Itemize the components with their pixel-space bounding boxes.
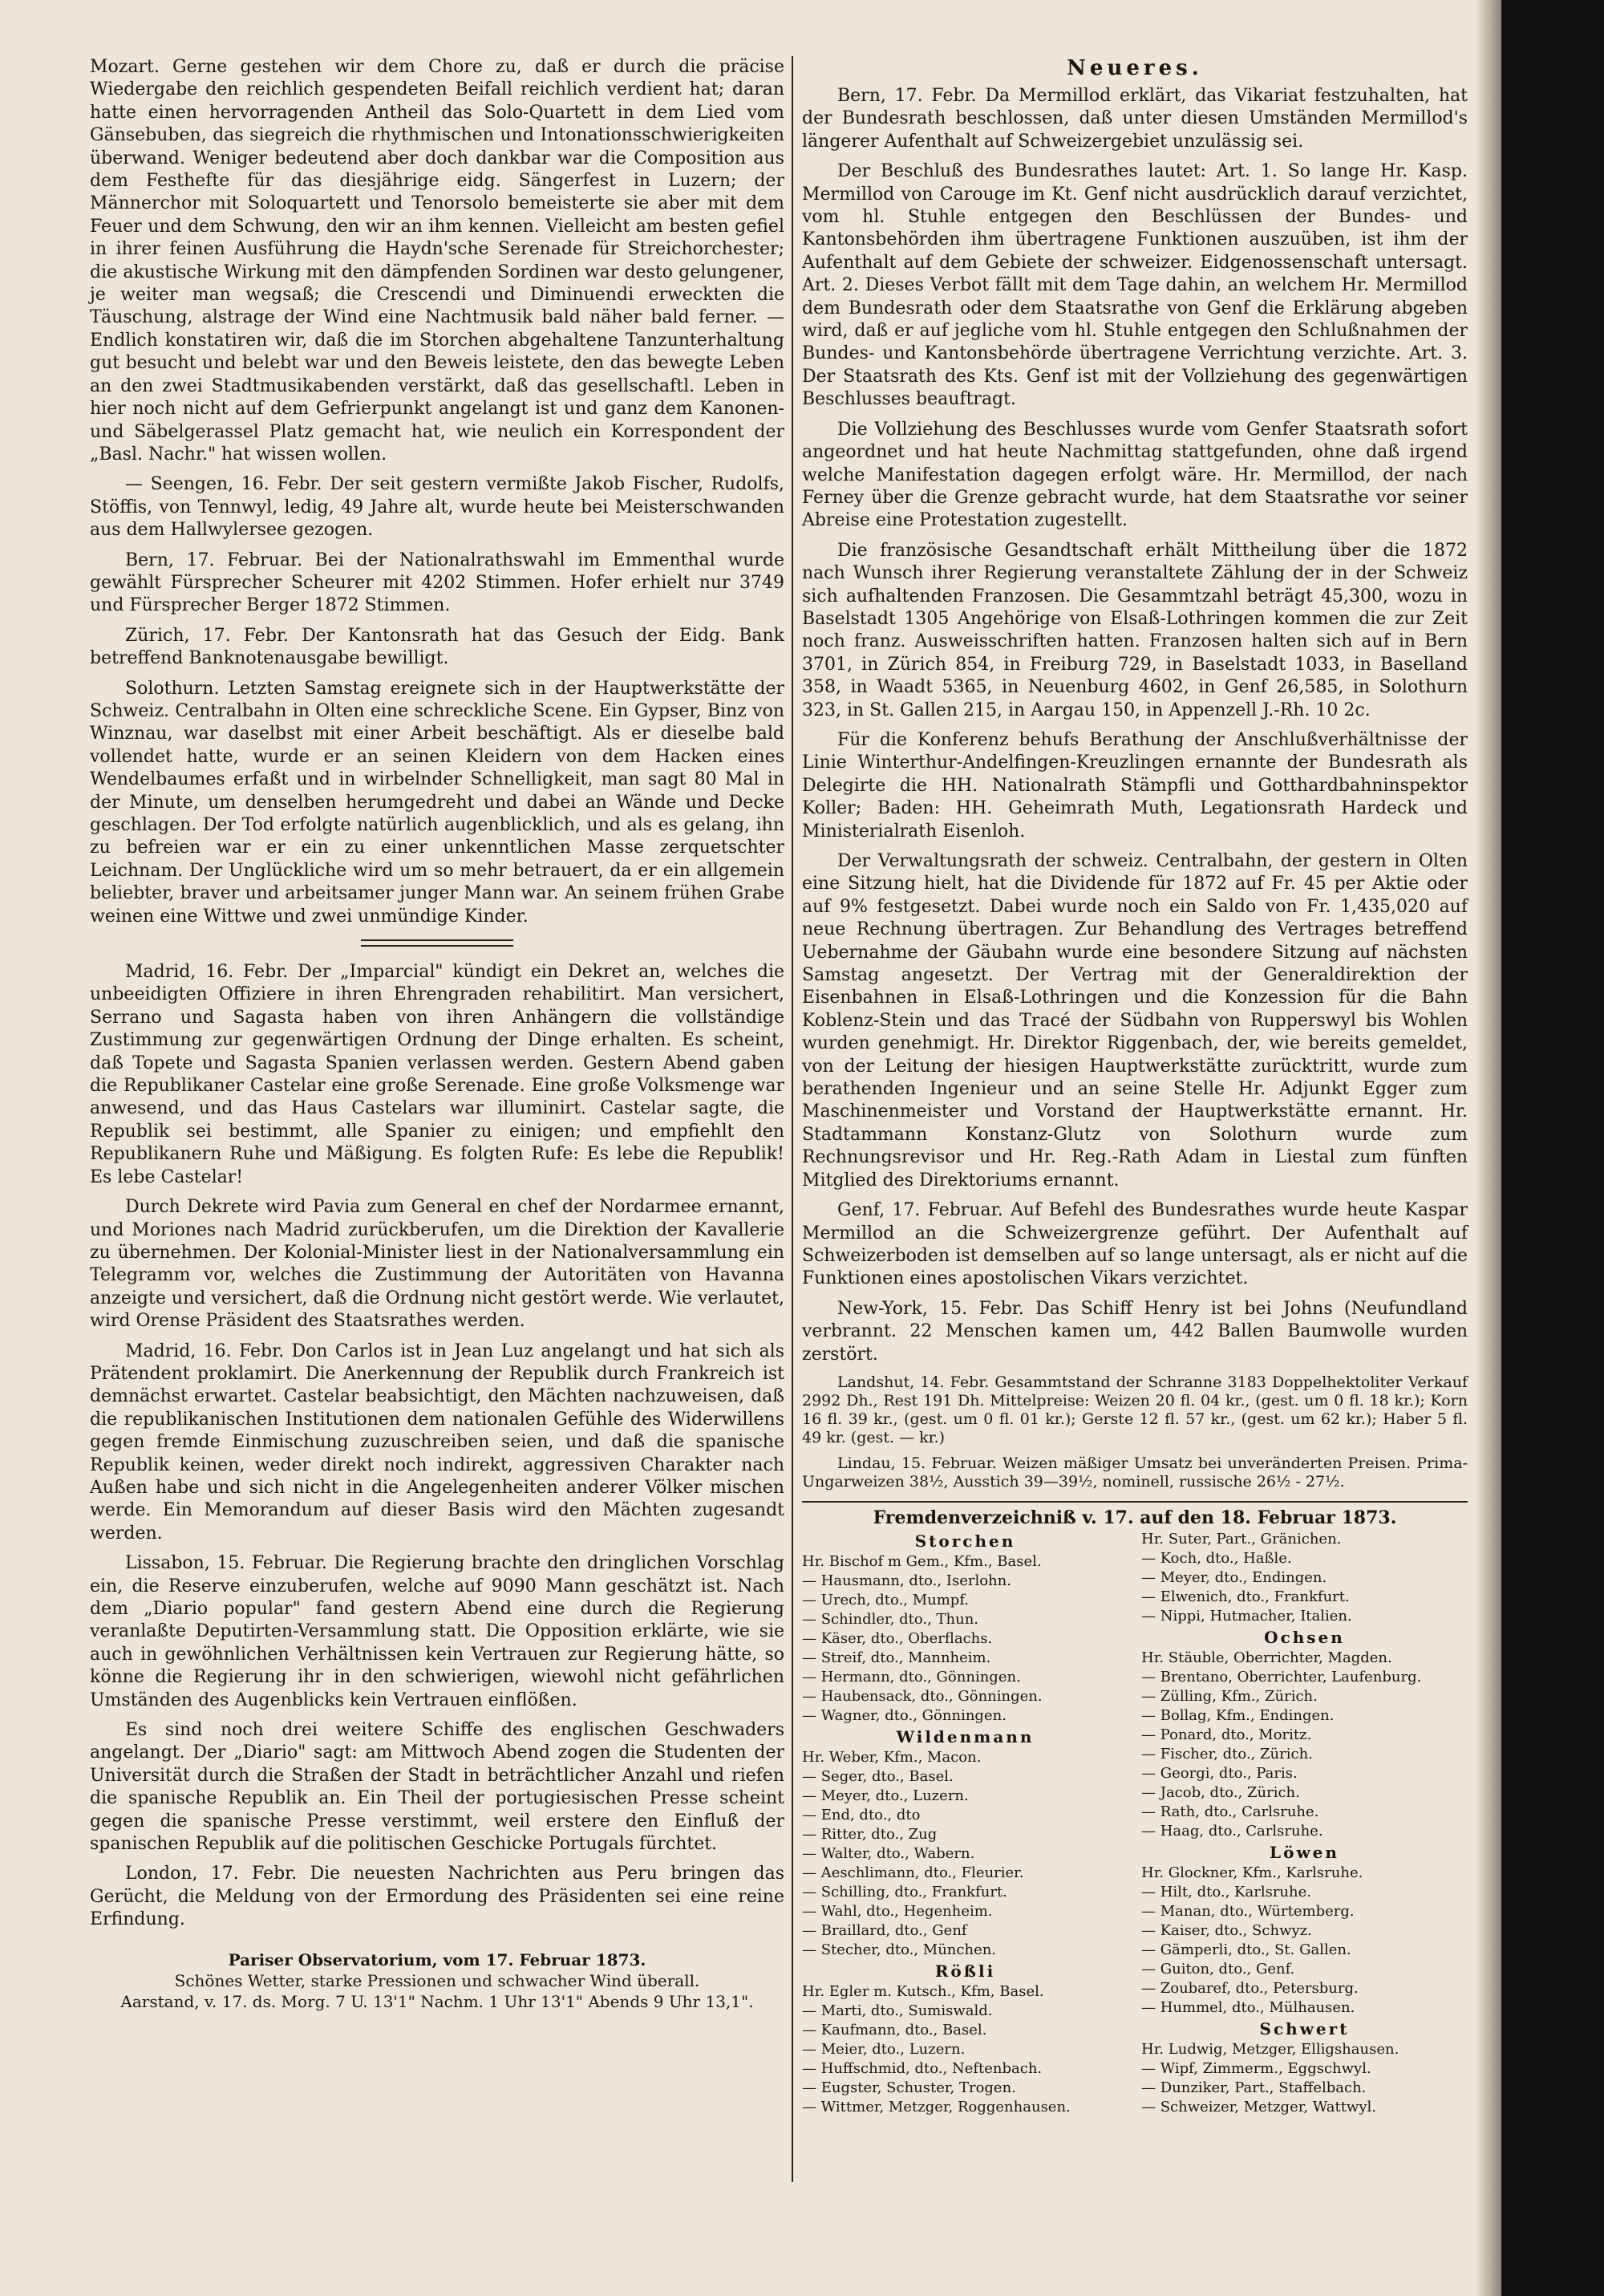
observatory-report xyxy=(90,1949,784,2012)
guest-entry: — Zülling, Kfm., Zürich. xyxy=(1141,1687,1318,1705)
guest-entry: — Aeschlimann, dto., Fleurier. xyxy=(802,1864,1024,1881)
section-heading-neueres: Neueres. xyxy=(1067,56,1203,80)
hotel-heading: Storchen xyxy=(914,1531,1016,1551)
article-konferenz: Für die Konferenz behufs Berathung der Anschlußverhältnisse der Linie Winterthur-Andelfingen-Kreuzlingen ernannte der Bundesrath als Delegirte die HH. Nationalrath Stämpfli und Gotthardbahninspektor Koller; Baden: HH. Geheimrath Muth, Legationsrath Hardeck und Ministerialrath Eisenloh. xyxy=(802,729,1468,842)
guest-entry: — Hausmann, dto., Iserlohn. xyxy=(802,1572,1011,1589)
article-franzosen: Die französische Gesandtschaft erhält Mittheilung über die 1872 nach Wunsch ihrer Regierung veranstaltete Zählung der in der Schweiz sich aufhaltenden Franzosen. Die Gesammtzahl beträgt 45,300, wozu in Baselstadt 1305 Angehörige von Elsaß-Lothringen kommen die zur Zeit noch franz. Ausweisschriften hatten. Franzosen halten sich auf in Bern 3701, in Zürich 854, in Freiburg 729, in Baselstadt 1033, in Baselland 358, in Waadt 5365, in Neuenburg 4602, in Genf 26,585, in Solothurn 323, in St. Gallen 215, in Aargau 150, in Appenzell J.-Rh. 10 2c. xyxy=(802,540,1468,720)
guest-entry: — Wipf, Zimmerm., Eggschwyl. xyxy=(1141,2059,1371,2077)
market-landshut: Landshut, 14. Febr. Gesammtstand der Schranne 3183 Doppelhektoliter Verkauf 2992 Dh., Rest 191 Dh. Mittelpreise: Weizen 20 fl. 04 kr., (gest. um 0 fl. 18 kr.); Korn 16 fl. 39 kr., (gest. um 0 fl. 01 kr.); Gerste 12 fl. 57 kr., (gest. um 62 kr.); Haber 5 fl. 49 kr. (gest. — kr.) xyxy=(802,1373,1468,1446)
guest-entry: — Hilt, dto., Karlsruhe. xyxy=(1141,1883,1311,1900)
article-vollziehung: Die Vollziehung des Beschlusses wurde vom Genfer Staatsrath sofort angeordnet und hat heute Nachmittag stattgefunden, ohne daß irgend welche Manifestation dagegen erfolgt wäre. Hr. Mermillod, der nach Ferney über die Grenze gebracht wurde, hat dem Staatsrathe vor seiner Abreise eine Protestation zugestellt. xyxy=(802,419,1468,531)
guest-entry: — Haag, dto., Carlsruhe. xyxy=(1141,1822,1323,1840)
guest-entry: — Guiton, dto., Genf. xyxy=(1141,1960,1295,1978)
guest-entry: Hr. Glockner, Kfm., Karlsruhe. xyxy=(1141,1864,1363,1881)
guest-entry: — Huffschmid, dto., Neftenbach. xyxy=(802,2059,1043,2077)
hotel-heading: Rößli xyxy=(934,1961,996,1981)
scan-border xyxy=(1501,0,1604,2296)
guest-entry: Hr. Stäuble, Oberrichter, Magden. xyxy=(1141,1649,1392,1666)
guest-entry: — Wagner, dto., Gönningen. xyxy=(802,1706,1007,1724)
guest-entry: Hr. Ludwig, Metzger, Elligshausen. xyxy=(1141,2040,1399,2058)
article-seengen: — Seengen, 16. Febr. Der seit gestern vermißte Jakob Fischer, Rudolfs, Stöffis, von Tennwyl, ledig, 49 Jahre alt, wurde heute bei Meisterschwanden aus dem Hallwylersee gezogen. xyxy=(90,474,784,541)
guest-entry: — End, dto., dto xyxy=(802,1806,921,1823)
article-madrid-2: Madrid, 16. Febr. Don Carlos ist in Jean Luz angelangt und hat sich als Prätendent proklamirt. Die Anerkennung der Republik durch Frankreich ist demnächst erwartet. Castelar beabsichtigt, den Mächten nachzuweisen, daß die republikanischen Institutionen dem nationalen Gefühle des Widerwillens gegen fremde Einmischung zuzuschreiben seien, und daß die spanische Republik keinen, weder direkt noch indirekt, aggressiven Charakter nach Außen habe und sich nicht in die Angelegenheiten anderer Völker mischen werde. Ein Memorandum auf dieser Basis wird den Mächten zugesandt werden. xyxy=(90,1341,784,1544)
guest-entry: — Brentano, Oberrichter, Laufenburg. xyxy=(1141,1668,1422,1685)
guest-entry: — Haubensack, dto., Gönningen. xyxy=(802,1687,1043,1705)
market-reports xyxy=(802,1373,1468,1491)
guest-entry: — Dunziker, Part., Staffelbach. xyxy=(1141,2079,1367,2096)
guest-entry: — Braillard, dto., Genf xyxy=(802,1921,967,1939)
hotel-heading: Wildenmann xyxy=(896,1726,1035,1746)
aarstand-line: Aarstand, v. 17. ds. Morg. 7 U. 13'1" Nachm. 1 Uhr 13'1" Abends 9 Uhr 13,1". xyxy=(120,1991,754,2011)
guest-entry: — Gämperli, dto., St. Gallen. xyxy=(1141,1941,1351,1958)
article-zuerich: Zürich, 17. Febr. Der Kantonsrath hat das Gesuch der Eidg. Bank betreffend Banknotenausgabe bewilligt. xyxy=(90,625,784,669)
article-bern-election: Bern, 17. Februar. Bei der Nationalrathswahl im Emmenthal wurde gewählt Fürsprecher Scheurer mit 4202 Stimmen. Hofer erhielt nur 3749 und Fürsprecher Berger 1872 Stimmen. xyxy=(90,550,784,616)
guest-entry: — Meier, dto., Luzern. xyxy=(802,2040,966,2058)
article-mozart: Mozart. Gerne gestehen wir dem Chore zu, daß er durch die präcise Wiedergabe den reichlich gespendeten Beifall reichlich verdient hat; daran hatte einen hervorragenden Antheil das Solo-Quartett in dem Lied vom Gänsebuben, das siegreich die rhythmischen und Intonationsschwierigkeiten überwand. Weniger bedeutend aber doch dankbar war die Composition aus dem Festhefte für das diesjährige eidg. Sängerfest in Luzern; der Männerchor mit Soloquartett und Tenorsolo bemeisterte sie aber mit dem Feuer und dem Schwung, den wir an ihm kennen. Vielleicht am besten gefiel in ihrer feinen Ausführung die Haydn'sche Serenade für Streichorchester; die akustische Wirkung mit den dämpfenden Sordinen war desto gelungener, je weiter man wegsaß; die Crescendi und Diminuendi erweckten die Täuschung, alstrage der Wind eine Nachtmusik bald näher bald ferner. — Endlich konstatiren wir, daß die im Storchen abgehaltene Tanzunterhaltung gut besucht und belebt war und den Beweis leistete, den das bewegte Leben an den zwei Stadtmusikabenden verstärkt, daß das gesellschaftl. Leben in hier noch nicht auf dem Gefrierpunkt angelangt ist und ganz dem Kanonen- und Säbelgerassel Platz gemacht hat, wie neulich ein Korrespondent der „Basl. Nachr." hat wissen wollen. xyxy=(90,57,784,464)
section-divider xyxy=(361,939,513,947)
observatory-weather: Schönes Wetter, starke Pressionen und schwacher Wind überall. xyxy=(174,1970,700,1990)
guest-entry: — Schweizer, Metzger, Wattwyl. xyxy=(1141,2098,1376,2115)
article-solothurn: Solothurn. Letzten Samstag ereignete sich in der Hauptwerkstätte der Schweiz. Centralbahn in Olten eine schreckliche Scene. Ein Gypser, Binz von Winznau, war daselbst mit einer Arbeit beschäftigt. Als er dieselbe bald vollendet hatte, wurde er an seinen Kleidern von dem Hacken eines Wendelbaumes erfaßt und in wirbelnder Schnelligkeit, man sagt 80 Mal in der Minute, um denselben herumgedreht und dabei an Wände und Decke geschlagen. Der Tod erfolgte natürlich augenblicklich, und als es gelang, ihn zu befreien war er ein zu einer unkenntlichen Masse zerquetschter Leichnam. Der Unglückliche wird um so mehr betrauert, da er ein allgemein beliebter, braver und arbeitsamer junger Mann war. An seinem frühen Grabe weinen eine Wittwe und zwei unmündige Kinder. xyxy=(90,678,784,927)
guest-entry: — Schindler, dto., Thun. xyxy=(802,1610,979,1628)
right-column xyxy=(802,56,1468,2117)
guest-entry: — Rath, dto., Carlsruhe. xyxy=(1141,1803,1319,1820)
article-bern-mermillod: Bern, 17. Febr. Da Mermillod erklärt, das Vikariat festzuhalten, hat der Bundesrath beschlossen, daß unter diesen Umständen Mermillod's längerer Aufenthalt auf Schweizergebiet unzulässig sei. xyxy=(802,86,1468,152)
guest-entry: — Walter, dto., Wabern. xyxy=(802,1844,975,1862)
guest-entry: — Hermann, dto., Gönningen. xyxy=(802,1668,1021,1685)
guest-entry: — Bollag, Kfm., Endingen. xyxy=(1141,1706,1335,1724)
guest-entry: — Wittmer, Metzger, Roggenhausen. xyxy=(802,2098,1071,2115)
article-genf: Genf, 17. Februar. Auf Befehl des Bundesrathes wurde heute Kaspar Mermillod an die Schweizergrenze geführt. Der Aufenthalt auf Schweizerboden ist demselben auf so lange untersagt, als er nicht auf die Funktionen eines apostolischen Vikars verzichtet. xyxy=(802,1200,1468,1289)
guest-entry: — Seger, dto., Basel. xyxy=(802,1767,954,1785)
guest-entry: — Georgi, dto., Paris. xyxy=(1141,1764,1298,1782)
article-madrid-1-cont: Durch Dekrete wird Pavia zum General en chef der Nordarmee ernannt, und Moriones nach Madrid zurückberufen, um die Direktion der Kavallerie zu übernehmen. Der Kolonial-Minister liest in der Nationalversammlung ein Telegramm vor, welches die Zustimmung der Autoritäten von Havanna anzeigte und versichert, daß die Ordnung nicht gestört werde. Wie verlautet, wird Orense Präsident des Staatsrathes werden. xyxy=(90,1197,784,1332)
hotel-heading: Ochsen xyxy=(1264,1627,1345,1647)
guest-entry: — Koch, dto., Haßle. xyxy=(1141,1549,1292,1567)
guest-entry: Hr. Suter, Part., Gränichen. xyxy=(1141,1530,1342,1548)
observatory-heading: Pariser Observatorium, vom 17. Februar 1873. xyxy=(228,1949,646,1969)
guest-entry: — Jacob, dto., Zürich. xyxy=(1141,1783,1300,1801)
guest-entry: — Urech, dto., Mumpf. xyxy=(802,1591,970,1608)
guest-entry: — Nippi, Hutmacher, Italien. xyxy=(1141,1607,1352,1625)
guest-entry: — Schilling, dto., Frankfurt. xyxy=(802,1883,1007,1900)
page-edge-shadow xyxy=(1476,0,1501,2296)
guest-entry: — Eugster, Schuster, Trogen. xyxy=(802,2079,1016,2096)
guest-entry: — Manan, dto., Würtemberg. xyxy=(1141,1902,1355,1920)
column-rule xyxy=(792,56,793,2182)
article-madrid-1: Madrid, 16. Febr. Der „Imparcial" kündigt ein Dekret an, welches die unbeeidigten Offiziere in ihren Ehrengraden rehabilitirt. Man versichert, Serrano und Sagasta haben von ihren Anhängern die vollständige Zustimmung zur gegenwärtigen Ordnung der Dinge erhalten. Es scheint, daß Topete und Sagasta Spanien verlassen werden. Gestern Abend gaben die Republikaner Castelar eine große Serenade. Eine große Volksmenge war anwesend, und das Haus Castelars war illuminirt. Castelar sagte, die Republik sei bestimmt, alle Spanier zu einigen; und empfiehlt den Republikanern Ruhe und Mäßigung. Es folgten Rufe: Es lebe die Republik! Es lebe Castelar! xyxy=(90,962,784,1187)
guest-entry: — Stecher, dto., München. xyxy=(802,1941,997,1958)
guest-entry: — Käser, dto., Oberflachs. xyxy=(802,1629,993,1647)
guest-list-column-2 xyxy=(1141,1530,1468,2117)
guest-entry: — Kaiser, dto., Schwyz. xyxy=(1141,1921,1312,1939)
article-london: London, 17. Febr. Die neuesten Nachrichten aus Peru bringen das Gerücht, die Meldung von der Ermordung des Präsidenten sei eine reine Erfindung. xyxy=(90,1864,784,1930)
guest-entry: — Streif, dto., Mannheim. xyxy=(802,1649,991,1666)
hotel-heading: Löwen xyxy=(1270,1842,1339,1862)
left-column xyxy=(90,56,784,2012)
guest-entry: — Elwenich, dto., Frankfurt. xyxy=(1141,1588,1350,1605)
article-beschluss: Der Beschluß des Bundesrathes lautet: Art. 1. So lange Hr. Kasp. Mermillod von Carouge im Kt. Genf nicht ausdrücklich darauf verzichtet, vom hl. Stuhle entgegen den Beschlüssen der Bundes- und Kantonsbehörden ihm übertragene Funktionen auszuüben, ist ihm der Aufenthalt auf dem Gebiete der schweizer. Eidgenossenschaft untersagt. Art. 2. Dieses Verbot fällt mit dem Tage dahin, an welchem Hr. Mermillod dem Bundesrath oder dem Staatsrathe von Genf die Erklärung abgeben wird, daß er auf jegliche vom hl. Stuhle entgegen den Schlußnahmen der Bundes- und Kantonsbehörde übertragene Verrichtung verzichte. Art. 3. Der Staatsrath des Kts. Genf ist mit der Vollziehung des gegenwärtigen Beschlusses beauftragt. xyxy=(802,161,1468,410)
guest-entry: — Meyer, dto., Endingen. xyxy=(1141,1568,1327,1586)
hotel-heading: Schwert xyxy=(1259,2018,1350,2038)
guest-entry: — Kaufmann, dto., Basel. xyxy=(802,2021,987,2038)
guest-list-column-1 xyxy=(802,1530,1128,2117)
guest-entry: — Meyer, dto., Luzern. xyxy=(802,1787,969,1804)
article-new-york: New-York, 15. Febr. Das Schiff Henry ist bei Johns (Neufundland verbrannt. 22 Menschen kamen um, 442 Ballen Baumwolle wurden zerstört. xyxy=(802,1298,1468,1365)
market-lindau: Lindau, 15. Februar. Weizen mäßiger Umsatz bei unveränderten Preisen. Prima-Ungarweizen 38½, Ausstich 39—39½, nominell, russische 26½ - 27½. xyxy=(802,1454,1468,1491)
guest-entry: — Zoubaref, dto., Petersburg. xyxy=(1141,1979,1359,1997)
guest-entry: — Wahl, dto., Hegenheim. xyxy=(802,1902,993,1920)
guest-entry: — Ponard, dto., Moritz. xyxy=(1141,1726,1312,1743)
fremdenverzeichnis xyxy=(802,1530,1468,2117)
article-lissabon-cont: Es sind noch drei weitere Schiffe des englischen Geschwaders angelangt. Der „Diario" sagt: am Mittwoch Abend zogen die Studenten der Universität durch die Straßen der Stadt in beträchtlicher Anzahl und riefen die spanische Republik an. Ein Theil der portugiesischen Presse scheint gegen die spanische Presse verstimmt, weil erstere den Einfluß der spanischen Republik auf die politischen Geschicke Portugals fürchtet. xyxy=(90,1720,784,1855)
guest-entry: Hr. Egler m. Kutsch., Kfm, Basel. xyxy=(802,1982,1044,2000)
guest-entry: — Ritter, dto., Zug xyxy=(802,1825,938,1843)
article-lissabon: Lissabon, 15. Februar. Die Regierung brachte den dringlichen Vorschlag ein, die Reserve einzuberufen, welche auf 9090 Mann geschätzt ist. Nach dem „Diario popular" fand gestern Abend eine durch die Regierung veranlaßte Deputirten-Versammlung statt. Die Opposition erklärte, wie sie auch in gewöhnlichen Verhältnissen kein Vertrauen zur Regierung hätte, so könne die Regierung ihr in den schwierigen, wiewohl nicht gefährlichen Umständen des Augenblicks kein Vertrauen einflößen. xyxy=(90,1553,784,1710)
guest-entry: Hr. Weber, Kfm., Macon. xyxy=(802,1748,982,1766)
guest-entry: — Hummel, dto., Mülhausen. xyxy=(1141,1998,1355,2016)
guest-entry: Hr. Bischof m Gem., Kfm., Basel. xyxy=(802,1552,1042,1570)
guest-entry: — Fischer, dto., Zürich. xyxy=(1141,1745,1313,1763)
article-centralbahn: Der Verwaltungsrath der schweiz. Centralbahn, der gestern in Olten eine Sitzung hielt, hat die Dividende für 1872 auf Fr. 45 per Aktie oder auf 9% festgesetzt. Dabei wurde noch ein Saldo von Fr. 1,435,020 auf neue Rechnung übertragen. Zur Behandlung des Vertrages betreffend Uebernahme der Gäubahn wurde eine besondere Sitzung auf nächsten Samstag angesetzt. Der Vertrag mit der Generaldirektion der Eisenbahnen in Elsaß-Lothringen und die Konzession für die Bahn Koblenz-Stein und das Tracé der Südbahn von Rupperswyl bis Wohlen wurden genehmigt. Hr. Direktor Riggenbach, der, wie bereits gemeldet, von der Leitung der hiesigen Hauptwerkstätte zurücktritt, wurde zum berathenden Ingenieur und an seine Stelle Hr. Adjunkt Egger zum Maschinenmeister und Vorstand der Hauptwerkstätte ernannt. Hr. Stadtammann Konstanz-Glutz von Solothurn wurde zum Rechnungsrevisor und Hr. Reg.-Rath Adam in Liestal zum fünften Mitglied des Direktoriums ernannt. xyxy=(802,851,1468,1191)
fremdenverzeichnis-title: Fremdenverzeichniß v. 17. auf den 18. Februar 1873. xyxy=(802,1501,1468,1528)
guest-entry: — Marti, dto., Sumiswald. xyxy=(802,2002,993,2019)
